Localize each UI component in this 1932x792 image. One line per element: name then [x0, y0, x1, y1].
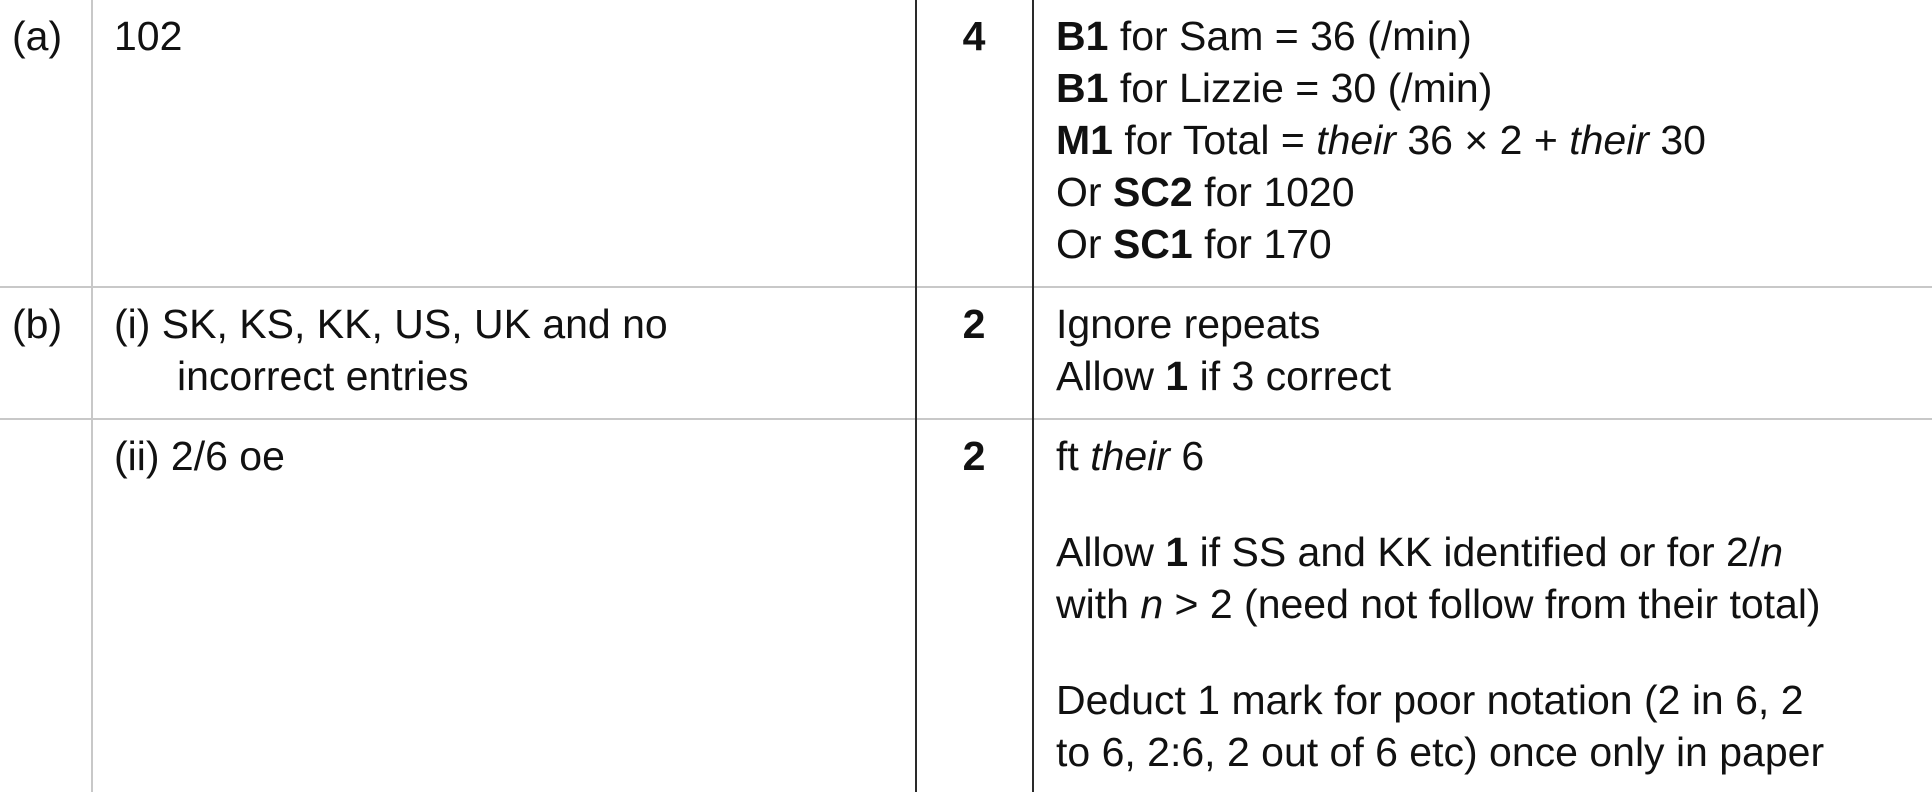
guidance-text: B1	[1056, 65, 1109, 111]
guidance-text: n	[1760, 529, 1784, 575]
guidance-text: > 2 (need not follow from their total)	[1163, 581, 1821, 627]
part-label: (a)	[12, 13, 63, 59]
guidance-text: Allow	[1056, 529, 1166, 575]
guidance-text: Deduct 1 mark for poor notation (2 in 6, 2	[1056, 677, 1804, 723]
marks-cell: 2	[962, 433, 986, 479]
guidance-text: 30	[1648, 117, 1706, 163]
guidance-line	[1056, 114, 1706, 166]
guidance-line	[1056, 166, 1706, 218]
guidance-text: 1	[1165, 353, 1189, 399]
guidance-text: SC1	[1112, 221, 1193, 267]
guidance-text: 6	[1169, 433, 1205, 479]
column-divider	[91, 0, 93, 792]
guidance-line	[1056, 218, 1706, 270]
guidance-text: 36 × 2 +	[1395, 117, 1570, 163]
guidance-text: Or	[1056, 221, 1113, 267]
paragraph-gap	[1056, 482, 1824, 526]
guidance-text: n	[1140, 581, 1164, 627]
guidance-line	[1056, 578, 1824, 630]
guidance-text: ft	[1056, 433, 1091, 479]
guidance-text: if 3 correct	[1188, 353, 1391, 399]
guidance-text: for 1020	[1192, 169, 1355, 215]
guidance-text: SC2	[1112, 169, 1193, 215]
guidance-cell	[1056, 298, 1391, 402]
guidance-text: if SS and KK identified or for 2/	[1188, 529, 1761, 575]
guidance-text: Ignore repeats	[1056, 301, 1321, 347]
answer-line: incorrect entries	[177, 353, 469, 399]
guidance-cell	[1056, 430, 1824, 778]
table-row	[0, 0, 1932, 288]
guidance-text: Allow	[1056, 353, 1166, 399]
answer-line: (i) SK, KS, KK, US, UK and no	[114, 301, 668, 347]
guidance-text: their	[1090, 433, 1170, 479]
guidance-cell	[1056, 10, 1706, 270]
column-divider	[1032, 0, 1034, 792]
guidance-text: with	[1056, 581, 1141, 627]
guidance-line	[1056, 726, 1824, 778]
guidance-text: Or	[1056, 169, 1113, 215]
guidance-text: for Total =	[1112, 117, 1317, 163]
guidance-text: to 6, 2:6, 2 out of 6 etc) once only in paper	[1056, 729, 1825, 775]
column-divider	[915, 0, 917, 792]
guidance-line	[1056, 526, 1824, 578]
answer-cell	[114, 430, 285, 482]
marks-cell: 4	[962, 13, 986, 59]
part-label: (b)	[12, 301, 63, 347]
guidance-line	[1056, 298, 1391, 350]
marks-cell: 2	[962, 301, 986, 347]
guidance-text: their	[1316, 117, 1396, 163]
guidance-text: for Lizzie = 30 (/min)	[1108, 65, 1493, 111]
guidance-line	[1056, 10, 1706, 62]
guidance-text: for 170	[1192, 221, 1332, 267]
answer-line: (ii) 2/6 oe	[114, 433, 285, 479]
guidance-line	[1056, 62, 1706, 114]
guidance-text: their	[1569, 117, 1649, 163]
paragraph-gap	[1056, 630, 1824, 674]
table-row	[0, 420, 1932, 792]
table-row	[0, 288, 1932, 420]
guidance-line	[1056, 350, 1391, 402]
guidance-text: for Sam = 36 (/min)	[1108, 13, 1472, 59]
guidance-text: M1	[1056, 117, 1113, 163]
answer-cell	[114, 10, 182, 62]
guidance-line	[1056, 674, 1824, 726]
guidance-text: 1	[1165, 529, 1189, 575]
answer-line: 102	[114, 13, 183, 59]
guidance-line	[1056, 430, 1824, 482]
guidance-text: B1	[1056, 13, 1109, 59]
answer-cell	[114, 298, 668, 402]
